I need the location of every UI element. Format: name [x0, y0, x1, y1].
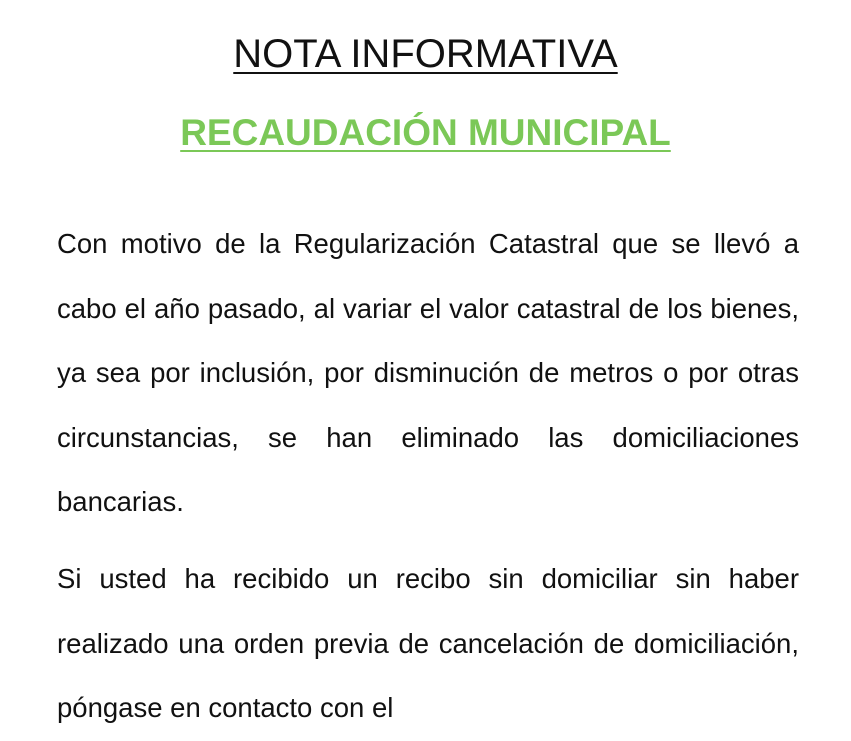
paragraph-regularizacion: Con motivo de la Regularización Catastral que se llevó a cabo el año pasado, al variar el valor catastral de los bienes, ya sea por inclusión, por disminución de metros o por otras circunstancias, se han eliminado las domiciliaciones bancarias.	[57, 228, 799, 517]
paragraph-recibo-sin-domiciliar: Si usted ha recibido un recibo sin domiciliar sin haber realizado una orden previa de cancelación de domiciliación, póngase en contacto con el	[57, 563, 799, 723]
document-subtitle: RECAUDACIÓN MUNICIPAL	[180, 112, 671, 153]
document-title: NOTA INFORMATIVA	[233, 32, 618, 76]
